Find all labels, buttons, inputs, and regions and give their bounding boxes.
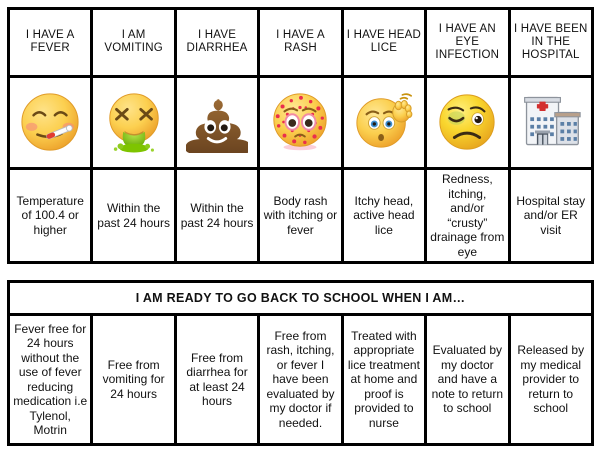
symptom-header-cell	[511, 10, 591, 75]
return-criteria-cell	[93, 316, 176, 443]
pink-eye-winking-sad-face-emoji	[430, 80, 504, 165]
symptom-image-cell	[93, 78, 176, 167]
symptom-header-cell	[260, 10, 343, 75]
return-criteria-cell	[511, 316, 591, 443]
symptom-image-cell	[260, 78, 343, 167]
return-criteria-text: Free from vomiting for 24 hours	[102, 357, 165, 401]
symptom-header-cell	[344, 10, 427, 75]
symptom-header-label: I HAVE A RASH	[276, 29, 325, 55]
symptom-description-text: Hospital stay and/or ER visit	[516, 193, 586, 237]
symptom-header-cell	[177, 10, 260, 75]
symptom-header-label: I AM VOMITING	[104, 29, 163, 55]
sick-face-thermometer-emoji	[13, 80, 87, 165]
return-criteria-text: Released by my medical provider to return to school	[517, 343, 585, 416]
return-criteria-row	[10, 316, 591, 443]
symptom-header-label: I HAVE HEAD LICE	[346, 29, 421, 55]
symptom-table	[7, 7, 594, 264]
symptom-header-label: I HAVE DIARRHEA	[186, 29, 248, 55]
return-criteria-cell	[344, 316, 427, 443]
vomiting-face-emoji	[96, 80, 170, 165]
pile-of-poo-emoji	[180, 80, 254, 165]
return-criteria-cell	[10, 316, 93, 443]
rash-spotted-face-emoji	[263, 80, 337, 165]
symptom-description-cell	[427, 170, 510, 261]
symptom-image-row	[10, 78, 591, 170]
symptom-description-cell	[260, 170, 343, 261]
symptom-description-cell	[10, 170, 93, 261]
symptom-description-cell	[511, 170, 591, 261]
return-to-school-banner	[10, 283, 591, 316]
symptom-image-cell	[177, 78, 260, 167]
return-to-school-table	[7, 280, 594, 446]
symptom-description-cell	[177, 170, 260, 261]
itchy-head-scratching-face-emoji	[347, 80, 421, 165]
symptom-header-cell	[93, 10, 176, 75]
symptom-image-cell	[427, 78, 510, 167]
symptom-header-label: I HAVE A FEVER	[25, 29, 75, 55]
symptom-header-row	[10, 10, 591, 78]
symptom-description-text: Itchy head, active head lice	[353, 193, 415, 237]
return-criteria-text: Free from diarrhea for at least 24 hours	[186, 350, 248, 408]
hospital-building-emoji	[514, 80, 588, 165]
symptom-description-row	[10, 170, 591, 261]
return-criteria-text: Fever free for 24 hours without the use of fever reducing medication i.e Tylenol, Motrin	[13, 321, 88, 437]
symptom-description-cell	[93, 170, 176, 261]
symptom-description-text: Body rash with itching or fever	[263, 193, 338, 237]
return-criteria-text: Free from rash, itching, or fever I have been evaluated by my doctor if needed.	[266, 328, 335, 430]
symptom-header-label: I HAVE AN EYE INFECTION	[435, 22, 500, 61]
return-criteria-cell	[427, 316, 510, 443]
symptom-image-cell	[10, 78, 93, 167]
symptom-header-label: I HAVE BEEN IN THE HOSPITAL	[513, 22, 588, 61]
return-criteria-text: Evaluated by my doctor and have a note to return to school	[431, 343, 504, 416]
symptom-image-cell	[511, 78, 591, 167]
symptom-description-text: Redness, itching, and/or “crusty” drainage from eye	[430, 172, 505, 259]
symptom-description-text: Within the past 24 hours	[97, 201, 170, 230]
symptom-header-cell	[10, 10, 93, 75]
symptom-image-cell	[344, 78, 427, 167]
symptom-header-cell	[427, 10, 510, 75]
symptom-description-cell	[344, 170, 427, 261]
return-criteria-cell	[260, 316, 343, 443]
symptom-description-text: Within the past 24 hours	[180, 201, 254, 230]
return-to-school-banner-text: I AM READY TO GO BACK TO SCHOOL WHEN I AM…	[135, 291, 466, 305]
return-criteria-text: Treated with appropriate lice treatment at home and proof is provided to nurse	[347, 328, 420, 430]
return-criteria-cell	[177, 316, 260, 443]
symptom-description-text: Temperature of 100.4 or higher	[16, 193, 84, 237]
